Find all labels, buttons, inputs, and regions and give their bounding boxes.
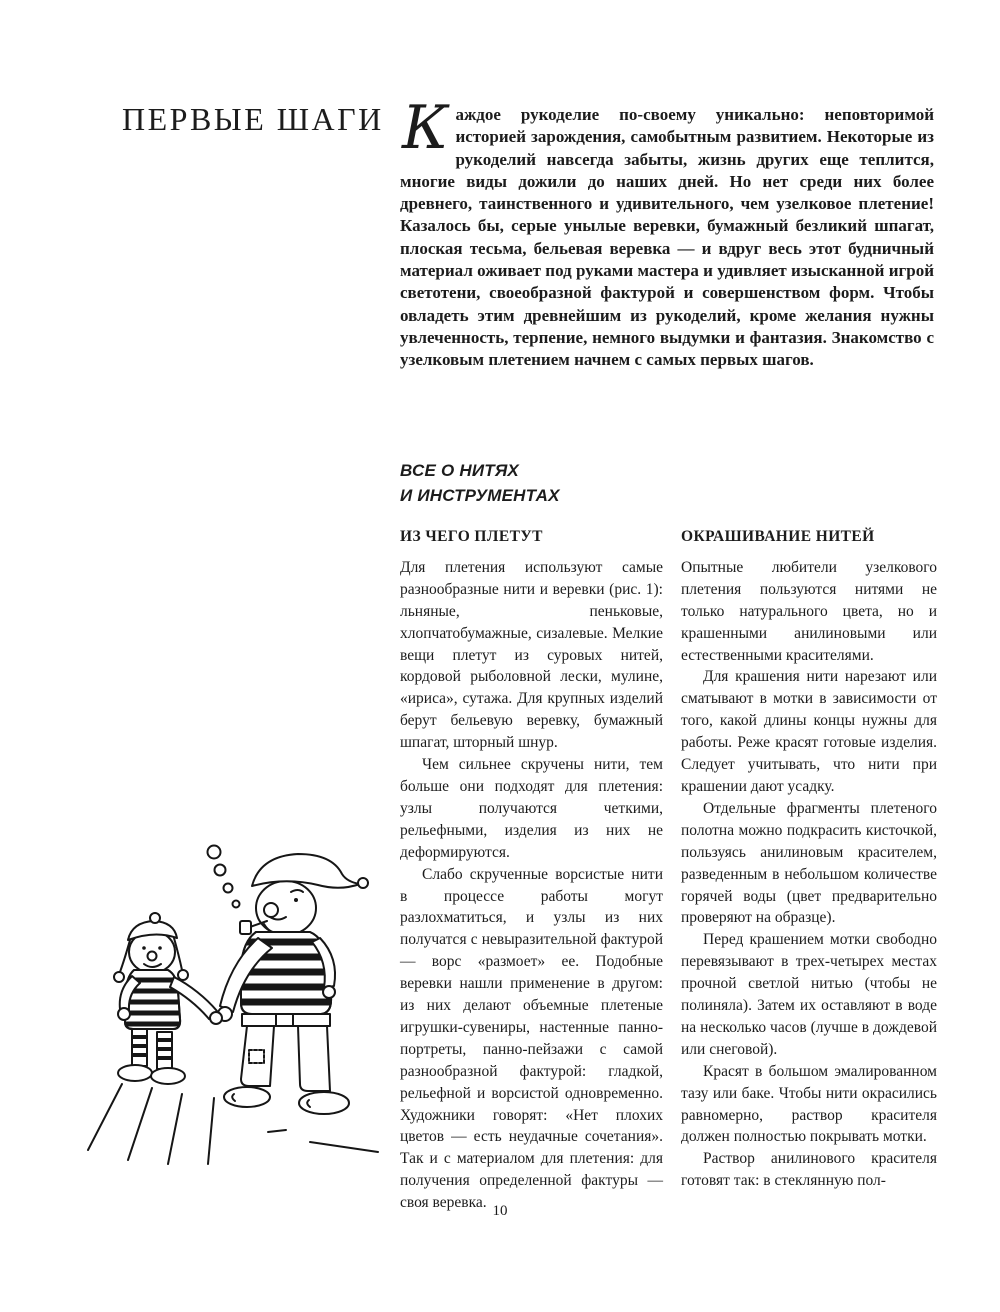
paragraph: Перед крашением мотки свободно перевязывают в трех-четырех местах прочной светлой нитью (чтобы не полиняла). Затем их оставляют в воде на несколько часов (лучше в дождевой или снеговой). [681, 931, 937, 1058]
column-dyeing-threads [681, 526, 937, 1192]
column-what-to-weave-from [400, 526, 663, 1214]
paragraph: Чем сильнее скручены нити, тем больше они подходят для плетения: узлы получаются четкими, рельефными, изделия из них не деформируются. [400, 756, 663, 861]
big-sailor [208, 846, 369, 1115]
page-title: ПЕРВЫЕ ШАГИ [122, 101, 384, 137]
column-right-heading: ОКРАШИВАНИЕ НИТЕЙ [681, 528, 875, 545]
paragraph: Красят в большом эмалированном тазу или баке. Чтобы нити окрасились равномерно, раствор красителя должен полностью покрывать мотки. [681, 1062, 937, 1146]
intro-paragraph [400, 93, 934, 372]
intro-text: аждое рукоделие по-своему уникально: неповторимой историей зарождения, самобытным развитием. Некоторые из рукоделий навсегда забыты, жизнь других еще теплится, многие виды дожили до наших дней. Но нет среди них более древнего, таинственного и удивительного, чем узелковое плетение! Казалось бы, серые унылые веревки, бумажный безликий шпагат, плоская тесьма, бельевая веревка — и вдруг весь этот будничный материал оживает под руками мастера и удивляет изысканной игрой светотени, своеобразной фактурой и совершенством форм. Чтобы овладеть этим древнейшим из рукоделий, кроме желания нужны увлеченность, терпение, немного выдумки и фантазия. Знакомство с узелковым плетением начнем с самых первых шагов. [400, 105, 934, 370]
section-heading-line2: И ИНСТРУМЕНТАХ [400, 486, 560, 505]
paragraph: Опытные любители узелкового плетения пользуются нитями не только натурального цвета, но и крашенными анилиновыми или естественными красителями. [681, 558, 937, 664]
paragraph: Для плетения используют самые разнообразные нити и веревки (рис. 1): льняные, пеньковые, хлопчатобумажные, сизалевые. Мелкие вещи плетут из суровых нитей, кордовой рыболовной лески, мулине, «ириса», сутажа. Для крупных изделий берут бельевую веревку, бумажный шпагат, шторный шнур. [400, 558, 663, 752]
section-heading-line1: ВСЕ О НИТЯХ [400, 461, 519, 480]
page-number: 10 [492, 1203, 508, 1219]
paragraph: Слабо скрученные ворсистые нити в процессе работы могут разлохматиться, и узлы из них получатся с невыразительной фактурой — ворс «размоет» ее. Подобные веревки нашли применение в другом: из них делают объемные плетеные игрушки-сувениры, настенные панно-портреты, панно-пейзажи с самой разнообразной фактурой: гладкой, рельефной и ворсистой одновременно. Художники говорят: «Нет плохих цветов — есть неудачные сочетания». Так и с материалом для плетения: для получения определенной фактуры — своя веревка. [400, 865, 663, 1212]
paragraph: Отдельные фрагменты плетеного полотна можно подкрасить кисточкой, пользуясь анилиновым красителем, разведенным в небольшом количестве горячей воды (цвет предварительно проверяют на образце). [681, 799, 937, 927]
paragraph: Раствор анилинового красителя готовят так: в стеклянную пол- [681, 1150, 937, 1190]
column-left-heading: ИЗ ЧЕГО ПЛЕТУТ [400, 528, 543, 545]
paragraph: Для крашения нити нарезают или сматывают в мотки в зависимости от того, какой длины концы нужны для работы. Реже красят готовые изделия. Следует учитывать, что нити при крашении дают усадку. [681, 668, 937, 795]
illustration-two-sailors [70, 826, 390, 1176]
small-sailor [114, 913, 222, 1084]
section-heading [400, 458, 560, 508]
drop-cap-letter: К [402, 93, 449, 163]
